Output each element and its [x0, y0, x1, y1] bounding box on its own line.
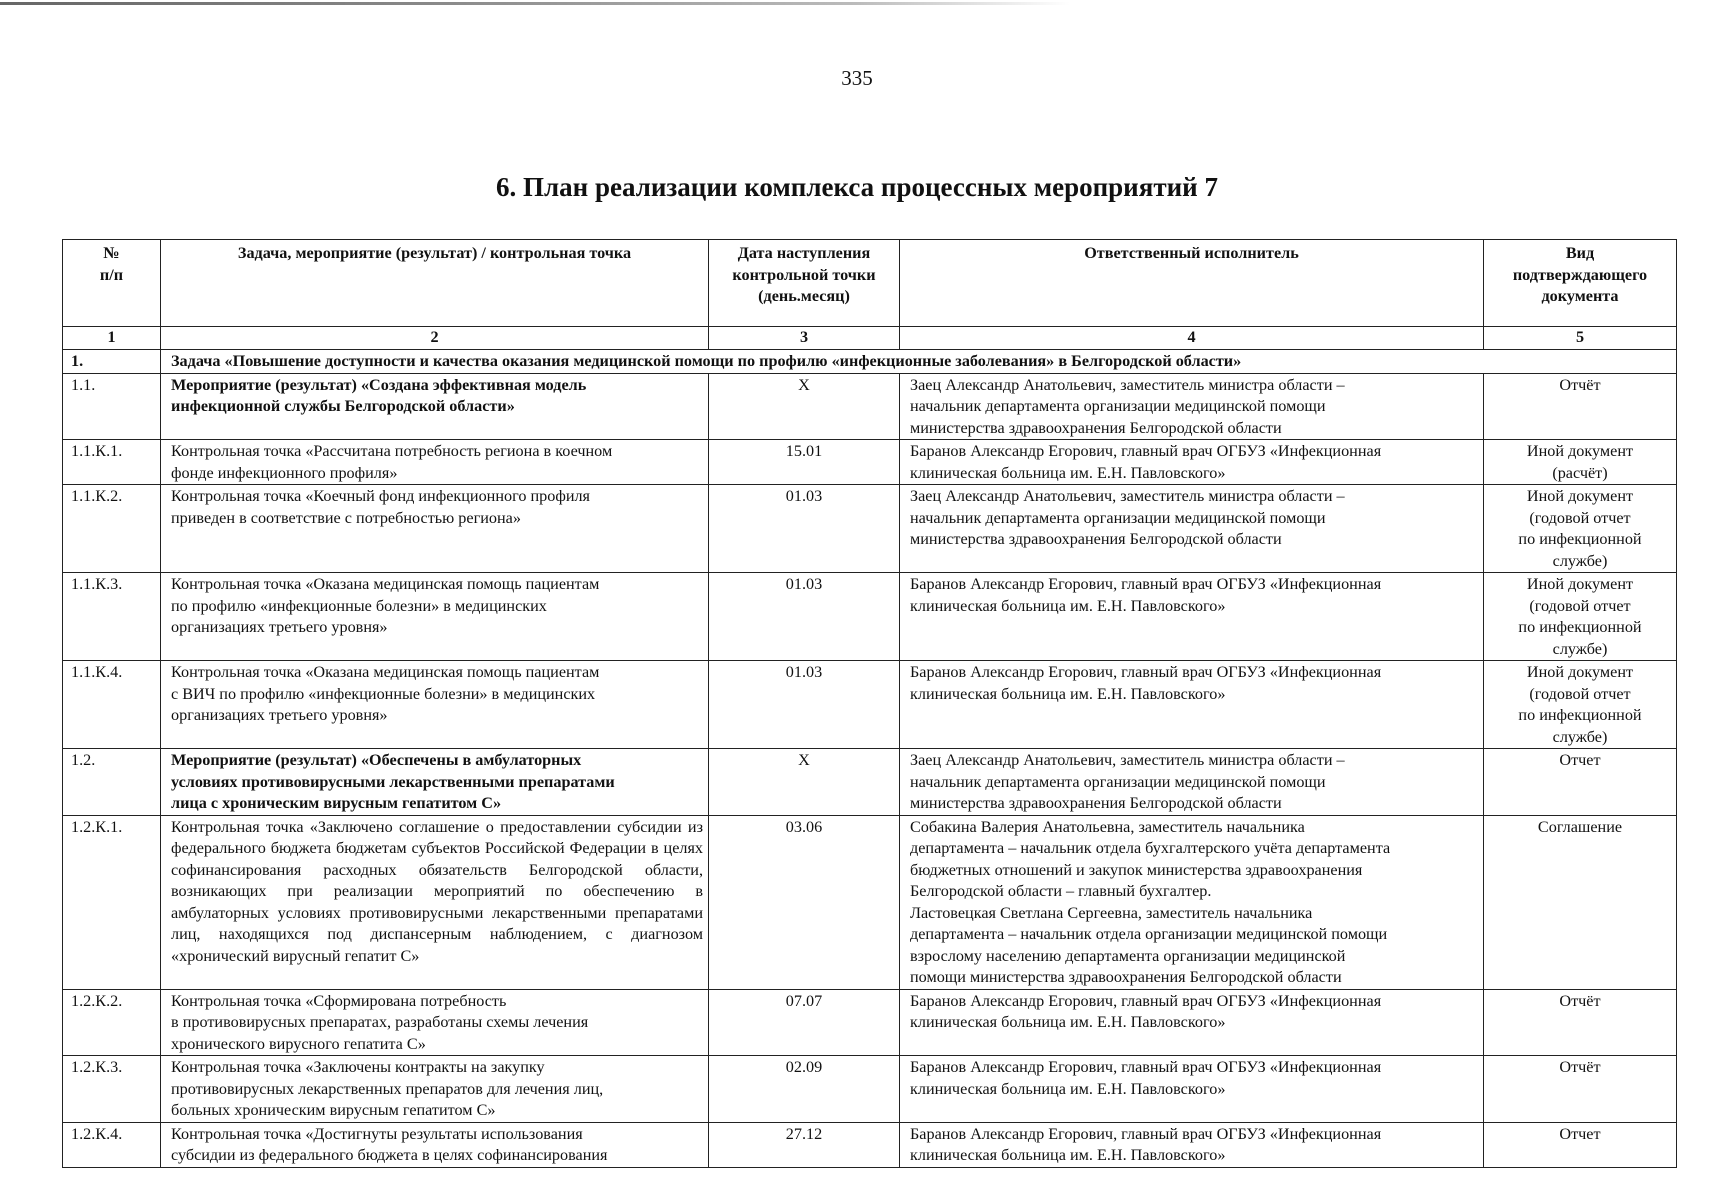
table-row — [63, 440, 1677, 485]
row-text: Контрольная точка «Оказана медицинская помощь пациентам по профилю «инфекционные болезни» в медицинских организациях третьего уровня» — [161, 573, 709, 661]
row-date: 01.03 — [709, 485, 900, 573]
row-date: 01.03 — [709, 573, 900, 661]
row-number: 1.2.К.1. — [63, 815, 161, 989]
table-row — [63, 1056, 1677, 1123]
table-row — [63, 485, 1677, 573]
col-header-document: Вид подтверждающего документа — [1484, 240, 1677, 327]
row-date: X — [709, 749, 900, 816]
row-number: 1.2. — [63, 749, 161, 816]
row-document: Отчет — [1484, 749, 1677, 816]
row-document: Отчёт — [1484, 373, 1677, 440]
row-text: Контрольная точка «Заключены контракты на закупку противовирусных лекарственных препаратов для лечения лиц, больных хроническим вирусным гепатитом С» — [161, 1056, 709, 1123]
row-number: 1.1.К.1. — [63, 440, 161, 485]
col-header-task: Задача, мероприятие (результат) / контрольная точка — [161, 240, 709, 327]
table-row — [63, 815, 1677, 989]
table-row — [63, 1122, 1677, 1167]
table-row — [63, 573, 1677, 661]
row-number: 1.1.К.4. — [63, 661, 161, 749]
row-document: Иной документ (расчёт) — [1484, 440, 1677, 485]
row-number: 1.2.К.2. — [63, 989, 161, 1056]
plan-table — [62, 239, 1677, 1168]
row-text: Контрольная точка «Рассчитана потребность региона в коечном фонде инфекционного профиля» — [161, 440, 709, 485]
row-date: 27.12 — [709, 1122, 900, 1167]
row-executor: Баранов Александр Егорович, главный врач ОГБУЗ «Инфекционная клиническая больница им. Е.Н. Павловского» — [900, 573, 1484, 661]
col-header-executor: Ответственный исполнитель — [900, 240, 1484, 327]
row-document: Отчёт — [1484, 1056, 1677, 1123]
table-row — [63, 749, 1677, 816]
table-row — [63, 661, 1677, 749]
column-number: 5 — [1484, 327, 1677, 350]
row-number: 1.2.К.4. — [63, 1122, 161, 1167]
row-date: 02.09 — [709, 1056, 900, 1123]
task-text: Задача «Повышение доступности и качества оказания медицинской помощи по профилю «инфекционные заболевания» в Белгородской области» — [161, 350, 1677, 374]
row-document: Отчёт — [1484, 989, 1677, 1056]
row-document: Иной документ (годовой отчет по инфекционной службе) — [1484, 485, 1677, 573]
column-number: 1 — [63, 327, 161, 350]
row-executor: Заец Александр Анатольевич, заместитель министра области – начальник департамента организации медицинской помощи министерства здравоохранения Белгородской области — [900, 485, 1484, 573]
row-number: 1.1.К.3. — [63, 573, 161, 661]
col-header-number: № п/п — [63, 240, 161, 327]
row-text: Контрольная точка «Коечный фонд инфекционного профиля приведен в соответствие с потребностью региона» — [161, 485, 709, 573]
row-number: 1.2.К.3. — [63, 1056, 161, 1123]
task-row — [63, 350, 1677, 374]
row-date: 03.06 — [709, 815, 900, 989]
row-executor: Баранов Александр Егорович, главный врач ОГБУЗ «Инфекционная клиническая больница им. Е.Н. Павловского» — [900, 1122, 1484, 1167]
column-number: 2 — [161, 327, 709, 350]
row-number: 1.1. — [63, 373, 161, 440]
column-number: 3 — [709, 327, 900, 350]
row-date: 01.03 — [709, 661, 900, 749]
row-executor: Баранов Александр Егорович, главный врач ОГБУЗ «Инфекционная клиническая больница им. Е.Н. Павловского» — [900, 440, 1484, 485]
row-executor: Баранов Александр Егорович, главный врач ОГБУЗ «Инфекционная клиническая больница им. Е.Н. Павловского» — [900, 661, 1484, 749]
row-date: 15.01 — [709, 440, 900, 485]
row-document: Иной документ (годовой отчет по инфекционной службе) — [1484, 661, 1677, 749]
row-text: Мероприятие (результат) «Создана эффективная модель инфекционной службы Белгородской области» — [161, 373, 709, 440]
row-text: Контрольная точка «Оказана медицинская помощь пациентам с ВИЧ по профилю «инфекционные болезни» в медицинских организациях третьего уровня» — [161, 661, 709, 749]
table-header-row — [63, 240, 1677, 327]
row-document: Иной документ (годовой отчет по инфекционной службе) — [1484, 573, 1677, 661]
row-executor: Баранов Александр Егорович, главный врач ОГБУЗ «Инфекционная клиническая больница им. Е.Н. Павловского» — [900, 989, 1484, 1056]
row-executor: Заец Александр Анатольевич, заместитель министра области – начальник департамента организации медицинской помощи министерства здравоохранения Белгородской области — [900, 749, 1484, 816]
column-number-row — [63, 327, 1677, 350]
row-number: 1.1.К.2. — [63, 485, 161, 573]
task-number: 1. — [63, 350, 161, 374]
row-text: Контрольная точка «Достигнуты результаты использования субсидии из федерального бюджета в целях софинансирования — [161, 1122, 709, 1167]
row-executor: Баранов Александр Егорович, главный врач ОГБУЗ «Инфекционная клиническая больница им. Е.Н. Павловского» — [900, 1056, 1484, 1123]
row-date: 07.07 — [709, 989, 900, 1056]
row-text: Контрольная точка «Сформирована потребность в противовирусных препаратах, разработаны схемы лечения хронического вирусного гепатита С» — [161, 989, 709, 1056]
scan-edge-line — [0, 2, 1070, 5]
table-row — [63, 373, 1677, 440]
row-executor: Собакина Валерия Анатольевна, заместитель начальника департамента – начальник отдела бухгалтерского учёта департамента бюджетных отношений и закупок министерства здравоохранения Белгородской области – главный бухгалтер. Ластовецкая Светлана Сергеевна, заместитель начальника департамента – начальник отдела организации медицинской помощи взрослому населению департамента организации медицинской помощи министерства здравоохранения Белгородской области — [900, 815, 1484, 989]
table-row — [63, 989, 1677, 1056]
row-document: Отчет — [1484, 1122, 1677, 1167]
page-number: 335 — [841, 66, 873, 90]
row-text: Мероприятие (результат) «Обеспечены в амбулаторных условиях противовирусными лекарственными препаратами лица с хроническим вирусным гепатитом С» — [161, 749, 709, 816]
row-date: X — [709, 373, 900, 440]
page-title: 6. План реализации комплекса процессных мероприятий 7 — [496, 172, 1218, 202]
row-executor: Заец Александр Анатольевич, заместитель министра области – начальник департамента организации медицинской помощи министерства здравоохранения Белгородской области — [900, 373, 1484, 440]
column-number: 4 — [900, 327, 1484, 350]
col-header-date: Дата наступления контрольной точки (день.месяц) — [709, 240, 900, 327]
row-text: Контрольная точка «Заключено соглашение о предоставлении субсидии из федерального бюджета бюджетам субъектов Российской Федерации в целях софинансирования расходных обязательств Белгородской области, возникающих при реализации мероприятий по обеспечению в амбулаторных условиях противовирусными лекарственными препаратами лиц, находящихся под диспансерным наблюдением, с диагнозом «хронический вирусный гепатит С» — [161, 815, 709, 989]
row-document: Соглашение — [1484, 815, 1677, 989]
